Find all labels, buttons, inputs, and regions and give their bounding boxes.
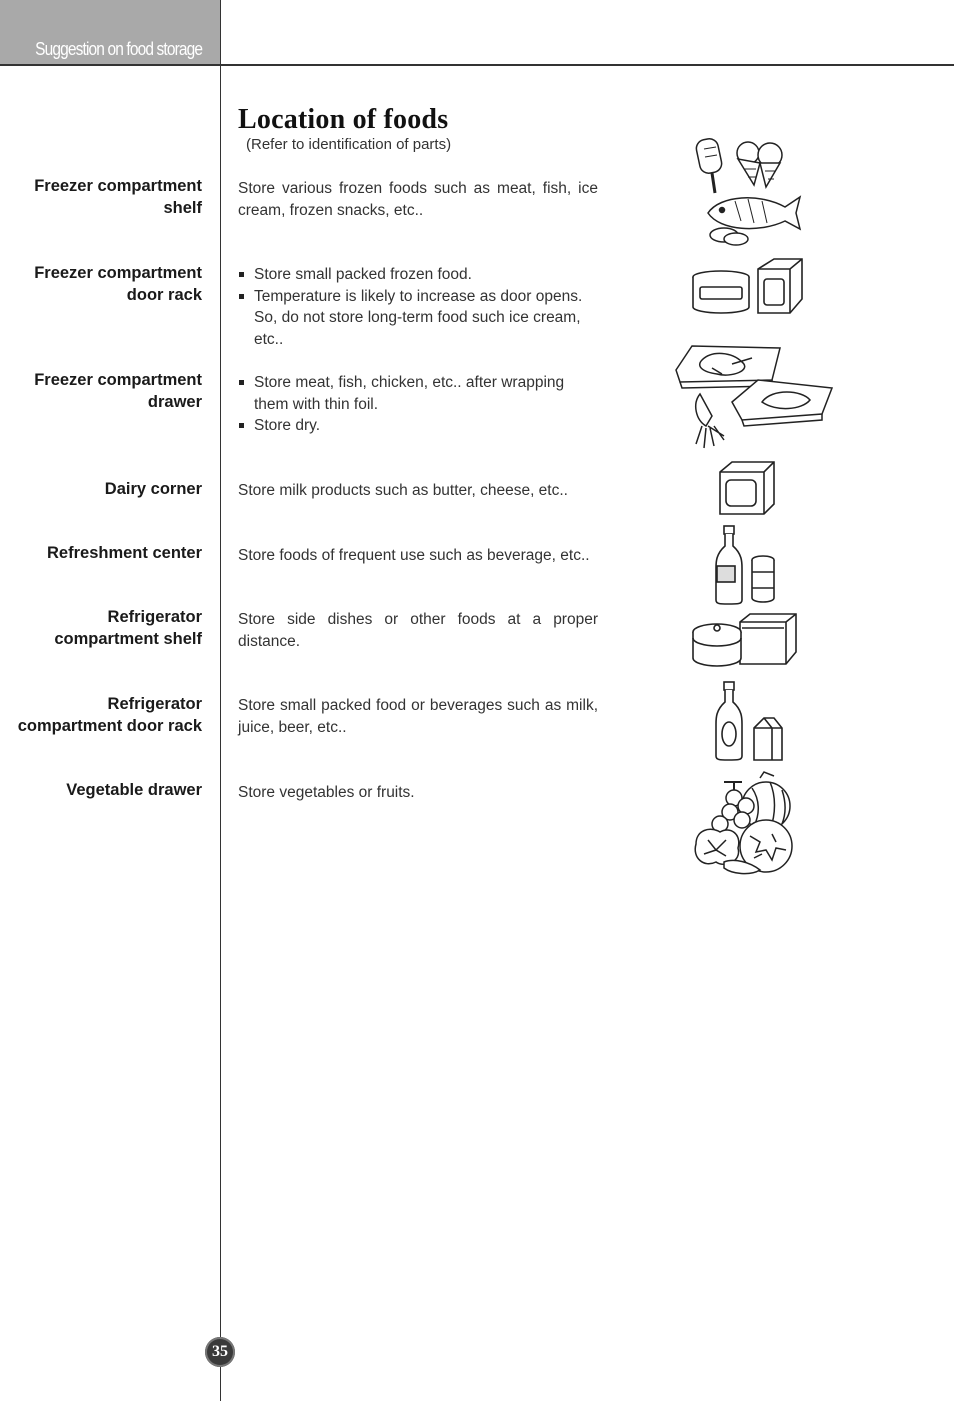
- desc-refreshment-center: Store foods of frequent use such as beverage, etc..: [238, 547, 590, 564]
- desc-freezer-drawer: [238, 372, 598, 437]
- desc-vegetable-drawer: Store vegetables or fruits.: [238, 784, 415, 801]
- header-tab: [0, 0, 220, 65]
- section-title: Suggestion on food storage: [35, 39, 202, 59]
- packed-food-icon: [690, 255, 805, 320]
- list-item: Store meat, fish, chicken, etc.. after wrapping them with thin foil.: [238, 372, 598, 415]
- label-freezer-drawer: Freezer compartment drawer: [34, 371, 202, 411]
- fruits-and-vegetables-icon: [690, 770, 796, 878]
- page-subtitle: (Refer to identification of parts): [246, 136, 452, 153]
- ice-cream-and-fish-icon: [690, 135, 805, 247]
- desc-freezer-door-rack: [238, 264, 598, 351]
- label-fridge-door-rack: Refrigerator compartment door rack: [17, 695, 202, 735]
- column-divider: [220, 0, 221, 1401]
- wrapped-meat-and-squid-icon: [672, 340, 837, 452]
- label-dairy-corner: Dairy corner: [104, 480, 202, 498]
- desc-dairy-corner: Store milk products such as butter, cheese, etc..: [238, 482, 568, 499]
- list-item: Store small packed frozen food.: [238, 264, 598, 286]
- page-number: 35: [205, 1337, 235, 1367]
- header-divider: [0, 64, 954, 66]
- desc-fridge-door-rack: Store small packed food or beverages such as milk, juice, beer, etc..: [238, 697, 598, 736]
- list-item: Temperature is likely to increase as door opens. So, do not store long-term food such ice cream, etc..: [238, 286, 598, 351]
- page-title: Location of foods: [238, 104, 449, 135]
- butter-box-icon: [716, 458, 778, 518]
- food-containers-icon: [690, 612, 802, 670]
- label-fridge-shelf: Refrigerator compartment shelf: [54, 608, 202, 648]
- list-item: Store dry.: [238, 415, 598, 437]
- desc-freezer-shelf: Store various frozen foods such as meat, fish, ice cream, frozen snacks, etc..: [238, 180, 598, 219]
- bottle-and-milk-carton-icon: [712, 680, 787, 762]
- desc-fridge-shelf: Store side dishes or other foods at a proper distance.: [238, 611, 598, 650]
- label-refreshment-center: Refreshment center: [47, 544, 202, 562]
- label-freezer-door-rack: Freezer compartment door rack: [34, 264, 202, 304]
- label-freezer-shelf: Freezer compartment shelf: [34, 177, 202, 217]
- bottle-and-can-icon: [712, 524, 780, 606]
- label-vegetable-drawer: Vegetable drawer: [66, 781, 202, 799]
